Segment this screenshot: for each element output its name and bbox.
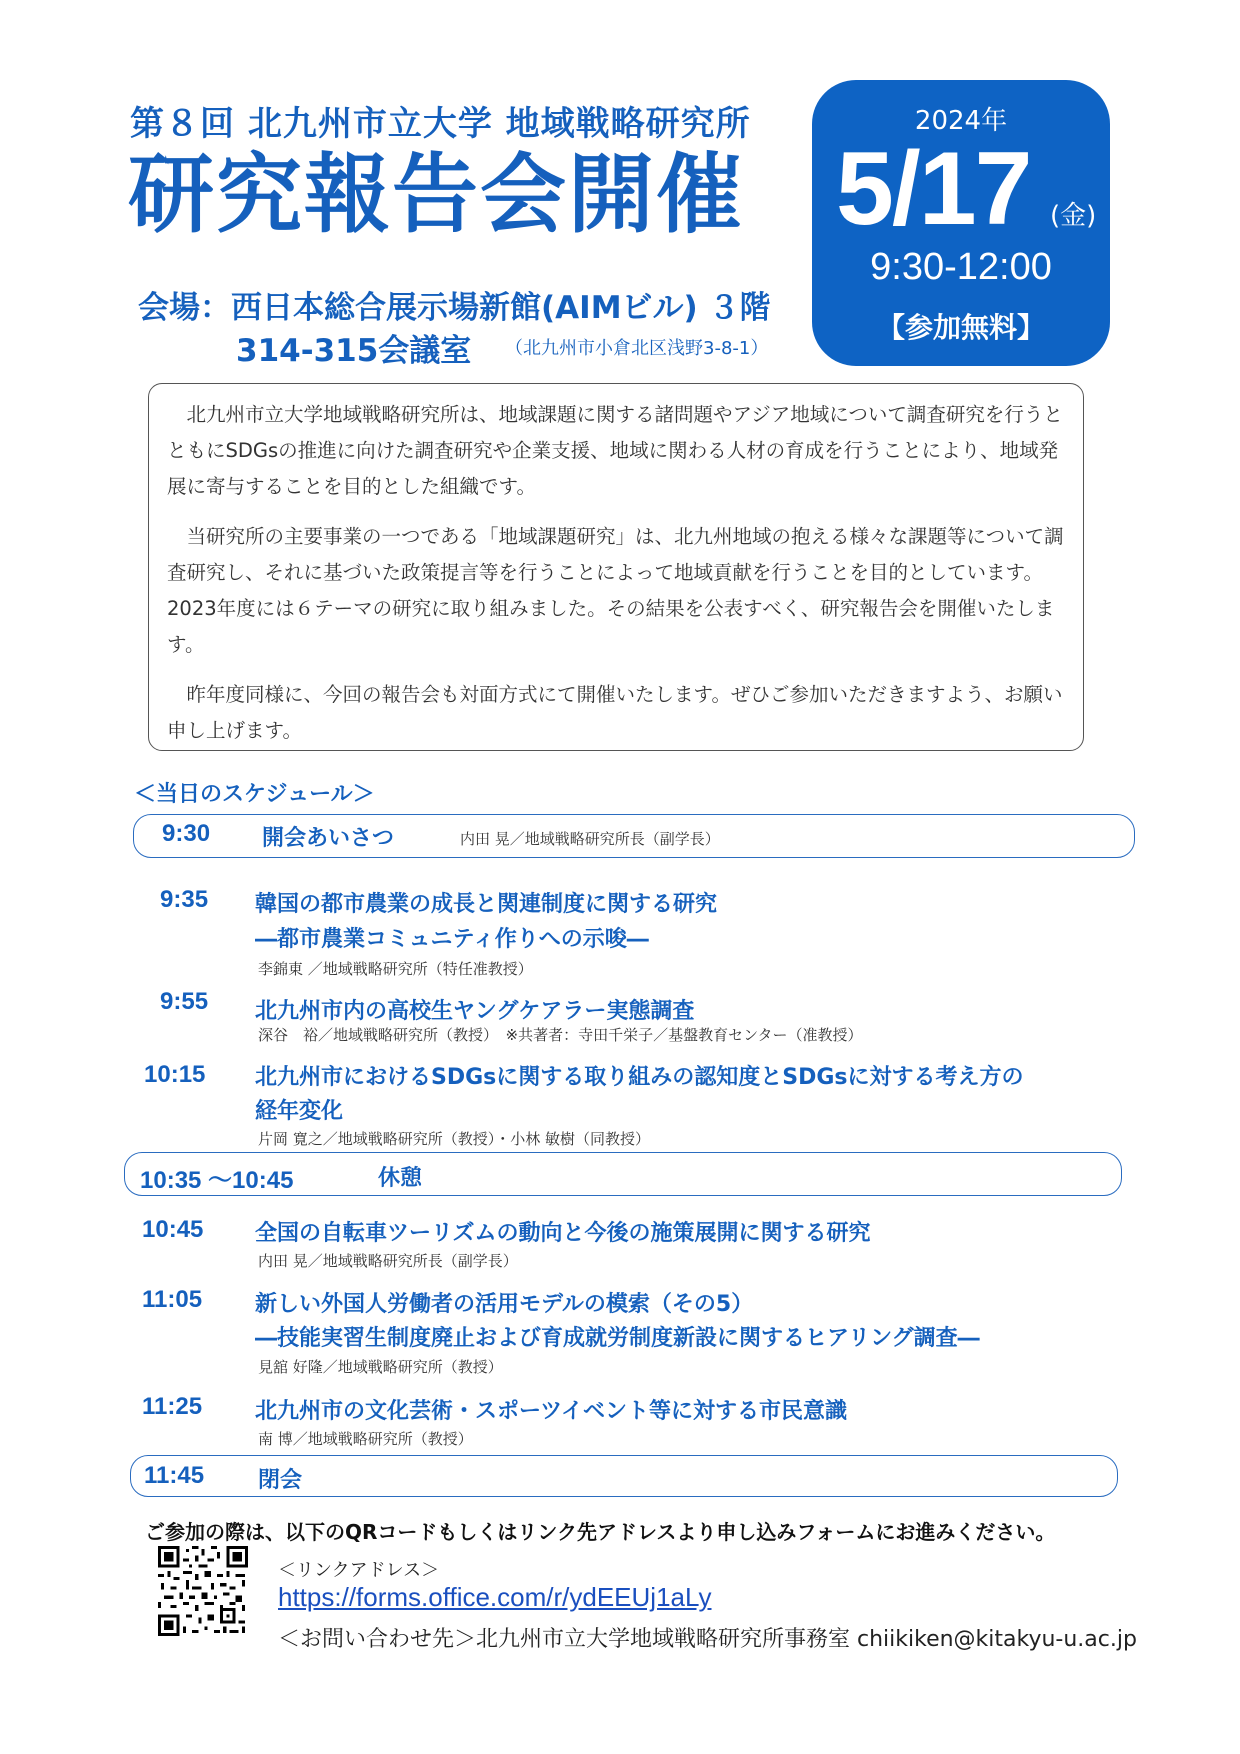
contact-info: ＜お問い合わせ先＞北九州市立大学地域戦略研究所事務室 chiikiken@kitakyu-u.ac.jp bbox=[278, 1627, 1137, 1652]
session-5-time: 11:05 bbox=[142, 1286, 203, 1313]
session-6-speaker: 南 博／地域戦略研究所（教授） bbox=[258, 1430, 473, 1448]
registration-link[interactable]: https://forms.office.com/r/ydEEUj1aLy bbox=[278, 1582, 712, 1612]
intro-paragraph-2: 当研究所の主要事業の一つである「地域課題研究」は、北九州地域の抱える様々な課題等について調査研究し、それに基づいた政策提言等を行うことによって地域貢献を行うことを目的としています。2023年度には６テーマの研究に取り組みました。その結果を公表すべく、研究報告会を開催いたします。 bbox=[167, 525, 1064, 656]
intro-paragraph-1: 北九州市立大学地域戦略研究所は、地域課題に関する諸問題やアジア地域について調査研究を行うとともにSDGsの推進に向けた調査研究や企業支援、地域に関わる人材の育成を行うことにより、地域発展に寄与することを目的とした組織です。 bbox=[167, 403, 1063, 498]
venue-line-1: 会場：西日本総合展示場新館(AIMビル) ３階 bbox=[138, 290, 771, 326]
intro-box bbox=[148, 383, 1084, 751]
session-1-title: 韓国の都市農業の成長と関連制度に関する研究 bbox=[255, 892, 718, 917]
event-weekday: (金) bbox=[1050, 201, 1097, 231]
break-title: 休憩 bbox=[378, 1166, 423, 1191]
opening-time: 9:30 bbox=[162, 820, 211, 847]
opening-speaker: 内田 晃／地域戦略研究所長（副学長） bbox=[460, 830, 720, 848]
closing-title: 閉会 bbox=[258, 1468, 303, 1493]
registration-notice: ご参加の際は、以下のQRコードもしくはリンク先アドレスより申し込みフォームにお進みください。 bbox=[145, 1520, 1056, 1544]
session-1-time: 9:35 bbox=[160, 886, 209, 913]
session-3-speaker: 片岡 寛之／地域戦略研究所（教授）・小林 敏樹（同教授） bbox=[258, 1130, 651, 1148]
session-6-time: 11:25 bbox=[142, 1393, 203, 1420]
event-date: 5/17 bbox=[836, 131, 1031, 247]
venue-address: （北九州市小倉北区浅野3-8-1） bbox=[505, 338, 769, 359]
session-4-time: 10:45 bbox=[142, 1216, 204, 1243]
qr-code-icon[interactable] bbox=[158, 1546, 248, 1636]
event-subtitle: 第８回 北九州市立大学 地域戦略研究所 bbox=[130, 104, 751, 144]
closing-time: 11:45 bbox=[144, 1462, 205, 1489]
date-box bbox=[812, 80, 1110, 366]
session-2-time: 9:55 bbox=[160, 988, 209, 1015]
intro-paragraph-3: 昨年度同様に、今回の報告会も対面方式にて開催いたします。ぜひご参加いただきますよう、お願い申し上げます。 bbox=[167, 683, 1063, 742]
session-3-title: 北九州市におけるSDGsに関する取り組みの認知度とSDGsに対する考え方の bbox=[255, 1065, 1024, 1090]
break-time: 10:35 ～10:45 bbox=[140, 1167, 294, 1194]
session-1-subtitle: ―都市農業コミュニティ作りへの示唆― bbox=[255, 927, 649, 952]
session-5-title: 新しい外国人労働者の活用モデルの模索（その5） bbox=[255, 1292, 754, 1317]
opening-title: 開会あいさつ bbox=[262, 826, 395, 851]
event-time: 9:30-12:00 bbox=[870, 246, 1052, 288]
session-5-subtitle: ―技能実習生制度廃止および育成就労制度新設に関するヒアリング調査― bbox=[255, 1326, 980, 1351]
fee-badge: 【参加無料】 bbox=[876, 311, 1045, 344]
session-6-title: 北九州市の文化芸術・スポーツイベント等に対する市民意識 bbox=[255, 1399, 848, 1424]
event-year: 2024年 bbox=[914, 106, 1008, 136]
link-label: ＜リンクアドレス＞ bbox=[278, 1560, 440, 1581]
event-title: 研究報告会開催 bbox=[128, 145, 744, 245]
session-3-title-line-2: 経年変化 bbox=[255, 1099, 344, 1124]
session-4-title: 全国の自転車ツーリズムの動向と今後の施策展開に関する研究 bbox=[255, 1221, 871, 1246]
session-2-title: 北九州市内の高校生ヤングケアラー実態調査 bbox=[255, 999, 695, 1024]
schedule-heading: ＜当日のスケジュール＞ bbox=[134, 782, 375, 807]
session-4-speaker: 内田 晃／地域戦略研究所長（副学長） bbox=[258, 1252, 518, 1270]
venue-line-2: 314-315会議室 bbox=[236, 333, 472, 369]
session-3-time: 10:15 bbox=[144, 1061, 206, 1088]
session-2-speaker: 深谷 裕／地域戦略研究所（教授） ※共著者：寺田千栄子／基盤教育センター（准教授） bbox=[258, 1026, 863, 1044]
session-1-speaker: 李錦東 ／地域戦略研究所（特任准教授） bbox=[258, 960, 533, 978]
session-5-speaker: 見舘 好隆／地域戦略研究所（教授） bbox=[258, 1358, 503, 1376]
